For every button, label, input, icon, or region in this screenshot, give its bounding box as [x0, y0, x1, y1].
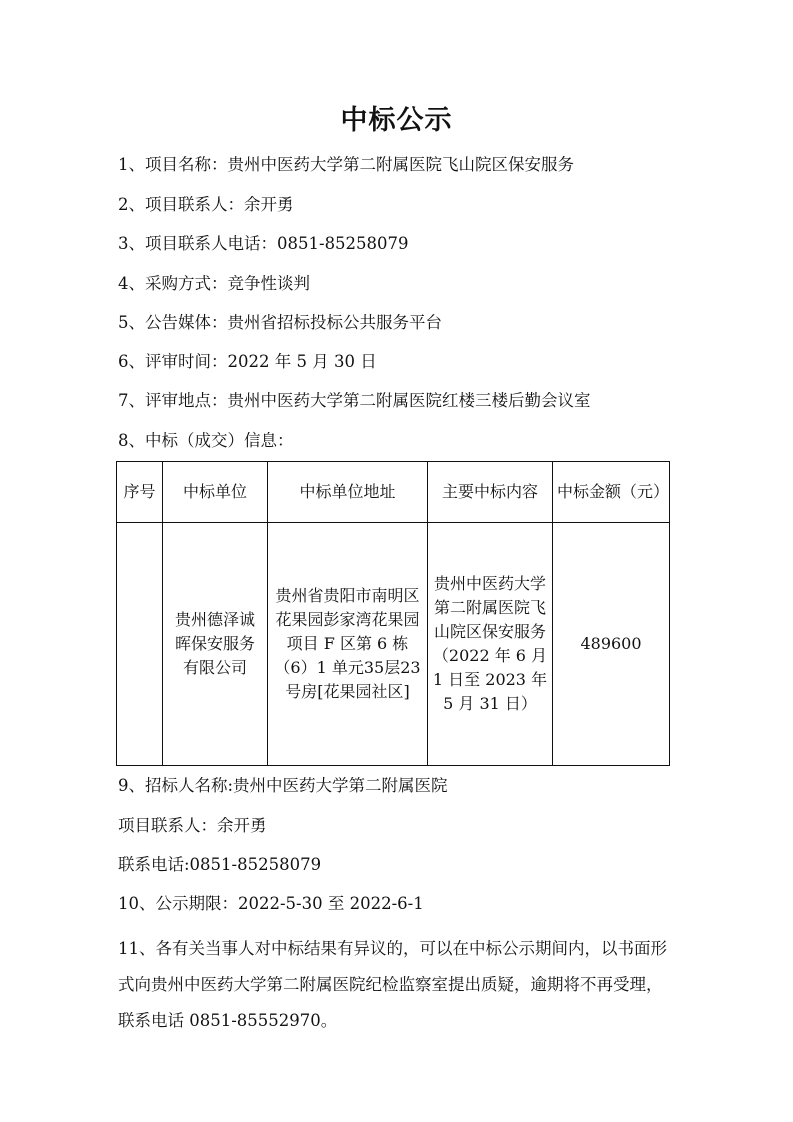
row-company: 贵州德泽诚晖保安服务有限公司	[163, 523, 268, 766]
header-index: 序号	[117, 462, 163, 523]
award-info-heading: 8、中标（成交）信息：	[118, 431, 294, 450]
review-time-line: 6、评审时间：2022 年 5 月 30 日	[118, 352, 377, 371]
project-name-line: 1、项目名称：贵州中医药大学第二附属医院飞山院区保安服务	[118, 155, 574, 174]
row-content: 贵州中医药大学第二附属医院飞山院区保安服务（2022 年 6 月 1 日至 2023 年 5 月 31 日）	[428, 523, 553, 766]
header-content: 主要中标内容	[428, 462, 553, 523]
table-header-row	[117, 462, 670, 523]
table-row	[117, 523, 670, 766]
publicity-period-line: 10、公示期限：2022-5-30 至 2022-6-1	[118, 894, 424, 913]
project-phone-line: 3、项目联系人电话：0851-85258079	[118, 234, 409, 253]
footer-contact-line: 项目联系人：余开勇	[118, 816, 267, 835]
row-index	[117, 523, 163, 766]
project-contact-line: 2、项目联系人：余开勇	[118, 195, 294, 214]
award-table	[116, 461, 670, 766]
header-amount: 中标金额（元）	[553, 462, 670, 523]
review-location-line: 7、评审地点：贵州中医药大学第二附属医院红楼三楼后勤会议室	[118, 391, 591, 410]
header-company: 中标单位	[163, 462, 268, 523]
row-amount: 489600	[553, 523, 670, 766]
row-address: 贵州省贵阳市南明区花果园彭家湾花果园项目 F 区第 6 栋（6）1 单元35层23号房[花果园社区]	[268, 523, 428, 766]
footer-phone-line: 联系电话:0851-85258079	[118, 855, 322, 874]
header-address: 中标单位地址	[268, 462, 428, 523]
publish-media-line: 5、公告媒体：贵州省招标投标公共服务平台	[118, 313, 442, 332]
procurement-method-line: 4、采购方式：竞争性谈判	[118, 274, 310, 293]
objection-paragraph: 11、各有关当事人对中标结果有异议的，可以在中标公示期间内，以书面形式向贵州中医药大学第二附属医院纪检监察室提出质疑，逾期将不再受理，联系电话 0851-85552970。	[118, 939, 667, 1030]
tenderer-name-line: 9、招标人名称:贵州中医药大学第二附属医院	[118, 776, 448, 795]
page-title: 中标公示	[340, 105, 453, 136]
